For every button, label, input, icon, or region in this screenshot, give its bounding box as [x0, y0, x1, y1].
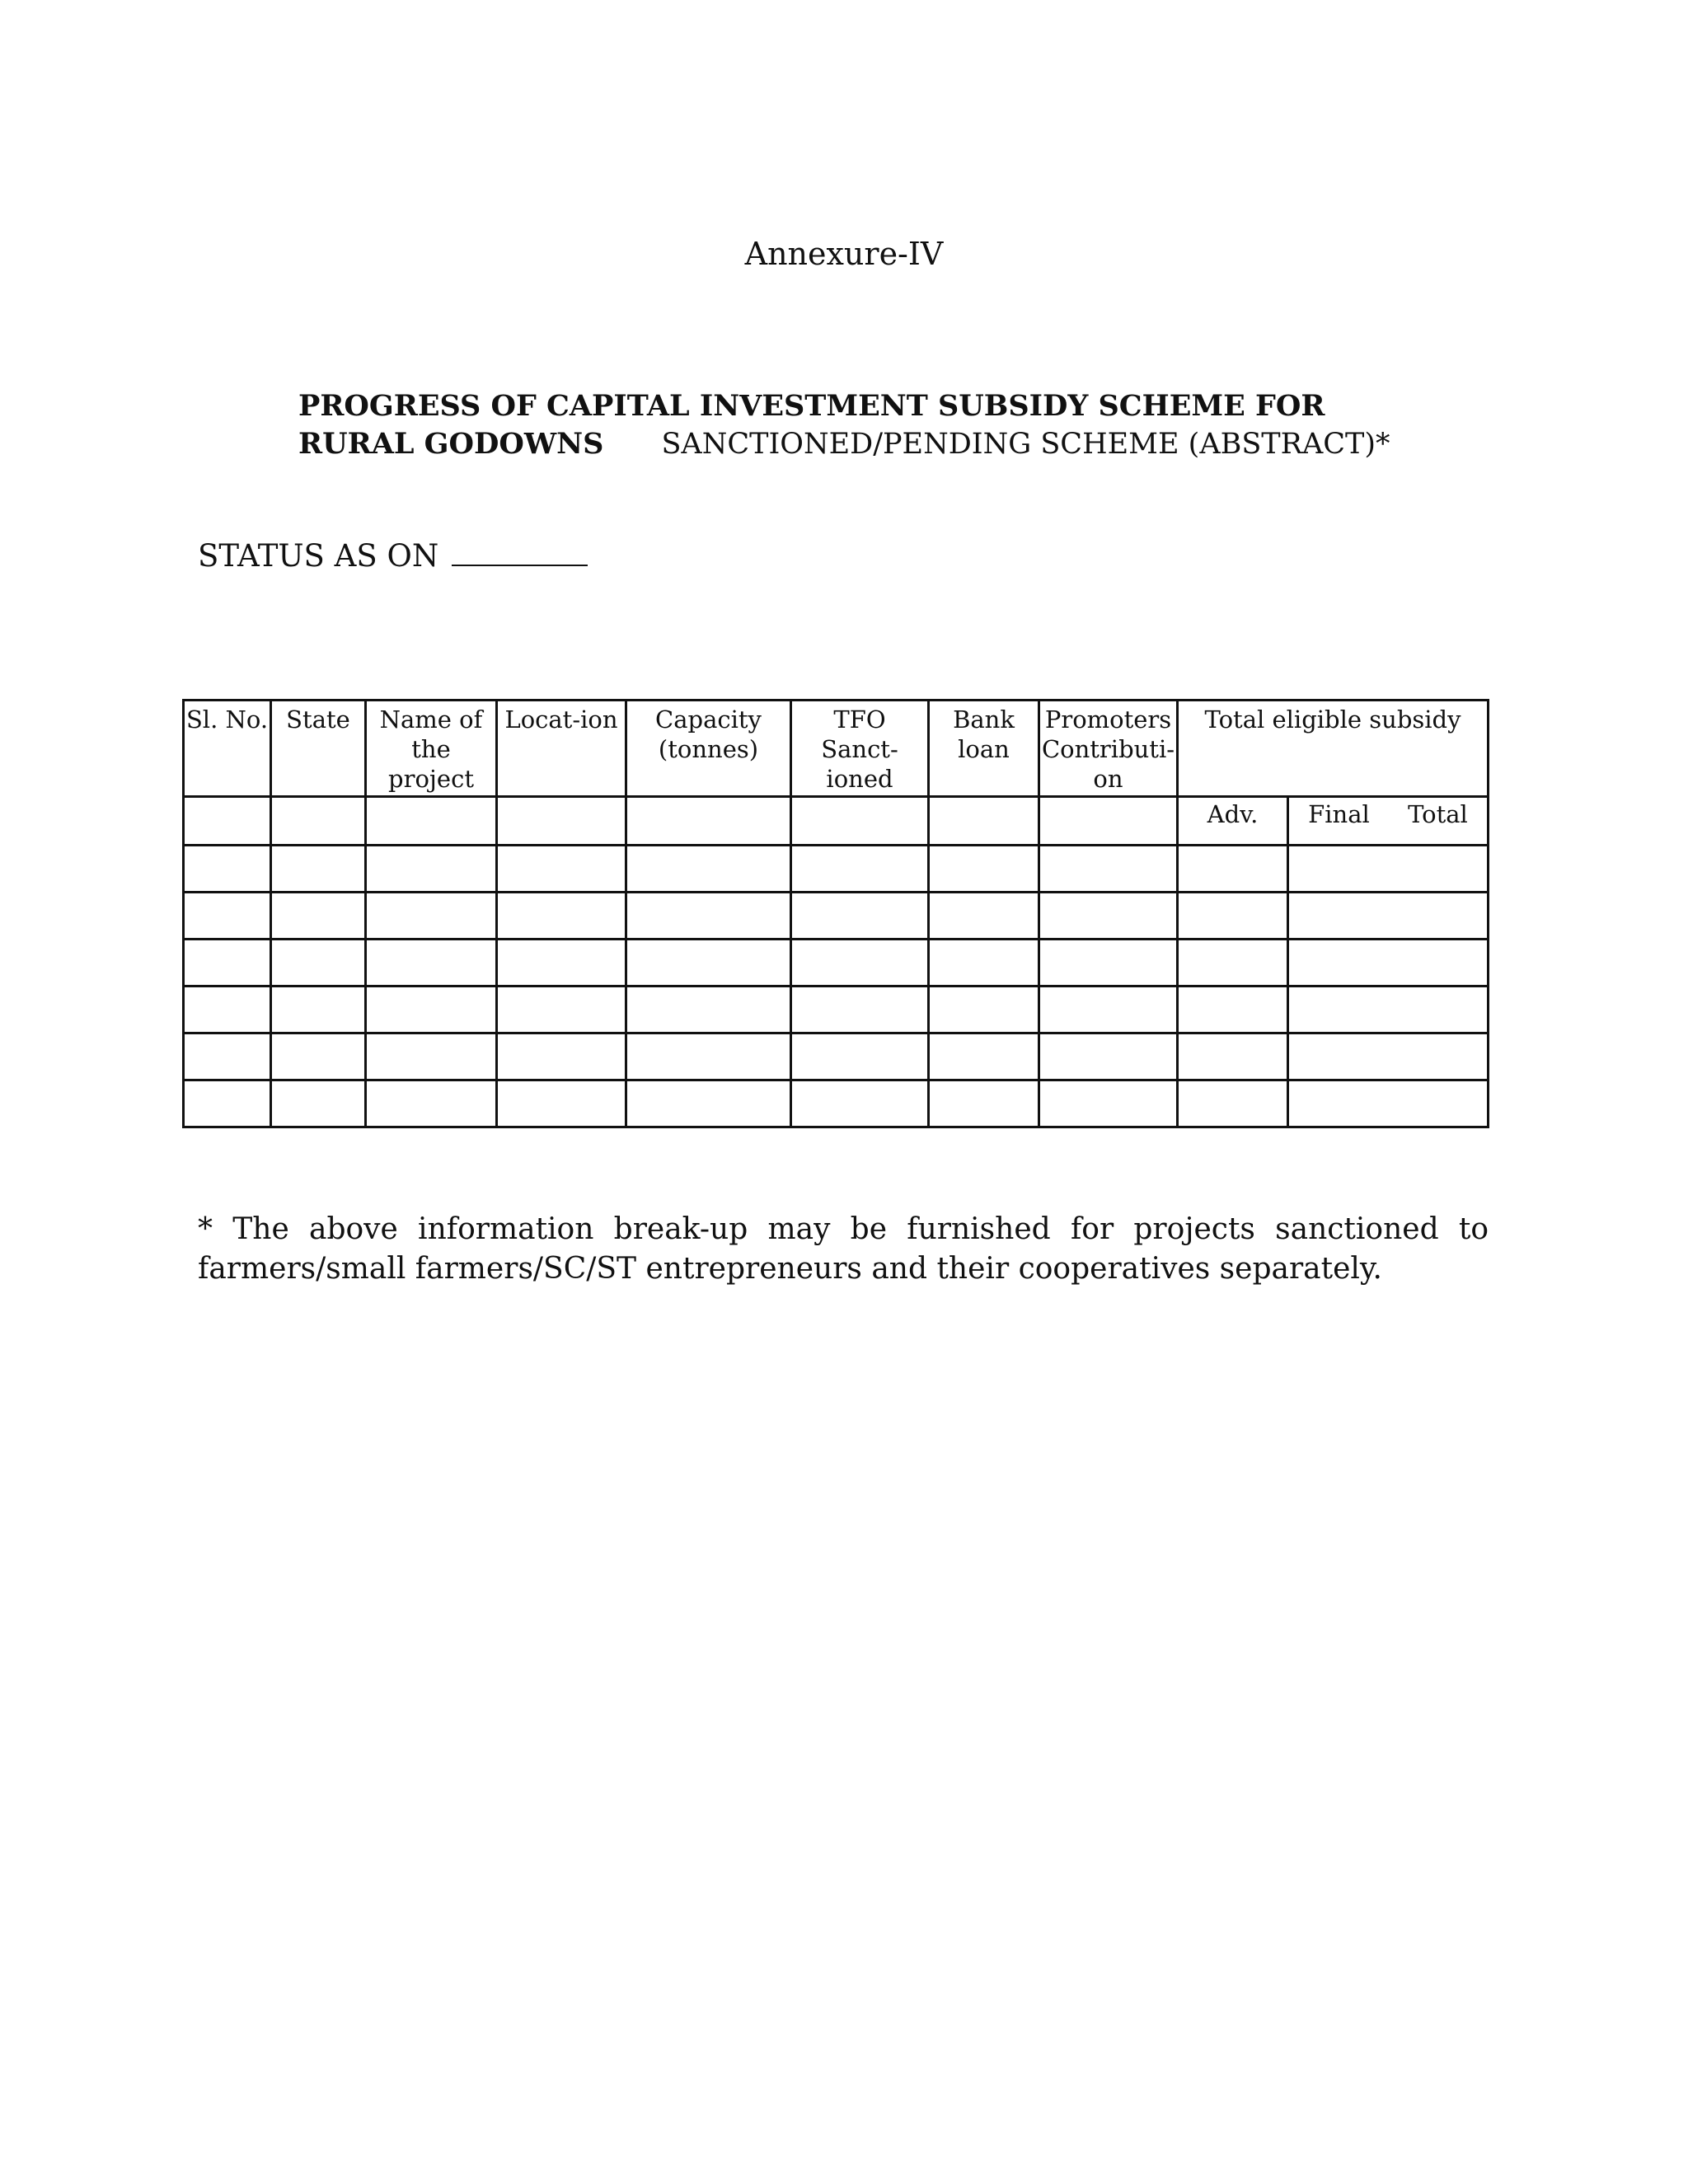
table-cell	[271, 987, 366, 1033]
table-cell	[1178, 987, 1288, 1033]
table-row	[184, 987, 1489, 1033]
progress-table	[182, 699, 1489, 1128]
table-row	[184, 846, 1489, 893]
table-cell	[791, 797, 929, 846]
table-cell	[1039, 893, 1178, 940]
table-row	[184, 1033, 1489, 1080]
table-cell	[497, 987, 626, 1033]
table-cell	[626, 987, 791, 1033]
table-cell	[1288, 987, 1489, 1033]
status-date-blank	[452, 540, 588, 566]
table-cell	[929, 893, 1039, 940]
table-cell	[1039, 1080, 1178, 1127]
table-cell	[626, 893, 791, 940]
table-cell	[366, 846, 497, 893]
table-cell	[1039, 940, 1178, 987]
table-cell	[1178, 1080, 1288, 1127]
table-cell	[626, 846, 791, 893]
table-cell	[184, 987, 271, 1033]
header-state: State	[271, 701, 366, 797]
table-row	[184, 893, 1489, 940]
table-row	[184, 940, 1489, 987]
table-cell	[366, 940, 497, 987]
header-name-of-project: Name of the project	[366, 701, 497, 797]
table-cell	[271, 893, 366, 940]
table-cell	[184, 1033, 271, 1080]
table-cell	[1288, 1080, 1489, 1127]
table-cell	[184, 940, 271, 987]
header-tfo-sanctioned: TFO Sanct-ioned	[791, 701, 929, 797]
table-cell	[184, 1080, 271, 1127]
table-cell	[497, 797, 626, 846]
status-line	[198, 538, 588, 574]
table-cell	[497, 1033, 626, 1080]
table-cell	[271, 1033, 366, 1080]
table-cell	[1039, 987, 1178, 1033]
subheader-final: Final	[1308, 800, 1370, 828]
table-cell	[1288, 893, 1489, 940]
table-cell	[366, 893, 497, 940]
table-cell	[929, 797, 1039, 846]
table-cell	[626, 940, 791, 987]
document-title	[298, 387, 1411, 463]
header-capacity: Capacity (tonnes)	[626, 701, 791, 797]
table-cell	[1178, 846, 1288, 893]
table-cell	[929, 987, 1039, 1033]
table-cell	[1039, 1033, 1178, 1080]
footnote: * The above information break-up may be furnished for projects sanctioned to farmers/small farmers/SC/ST entrepreneurs and their cooperatives separately.	[198, 1212, 1489, 1286]
table-cell	[1288, 846, 1489, 893]
table-header-row	[184, 701, 1489, 797]
status-label: STATUS AS ON	[198, 538, 439, 574]
table-cell	[497, 940, 626, 987]
table-cell	[184, 797, 271, 846]
table-cell	[1178, 893, 1288, 940]
table-cell	[497, 893, 626, 940]
table-cell	[929, 1033, 1039, 1080]
subheader-adv: Adv.	[1178, 797, 1288, 846]
table-cell	[271, 846, 366, 893]
table-cell	[184, 893, 271, 940]
table-cell	[929, 1080, 1039, 1127]
table-cell	[1288, 1033, 1489, 1080]
header-sl-no: Sl. No.	[184, 701, 271, 797]
table-cell	[626, 797, 791, 846]
table-cell	[791, 846, 929, 893]
table-cell	[1178, 1033, 1288, 1080]
table-cell	[1178, 940, 1288, 987]
table-cell	[626, 1080, 791, 1127]
subheader-final-total	[1288, 797, 1489, 846]
table-cell	[366, 987, 497, 1033]
table-cell	[791, 1080, 929, 1127]
title-bold: PROGRESS OF CAPITAL INVESTMENT SUBSIDY SCHEME FOR RURAL GODOWNS	[298, 389, 1325, 461]
header-total-eligible-subsidy: Total eligible subsidy	[1178, 701, 1489, 797]
table-cell	[366, 1080, 497, 1127]
annexure-label: Annexure-IV	[744, 236, 944, 272]
table-cell	[271, 797, 366, 846]
table-cell	[184, 846, 271, 893]
header-location: Locat-ion	[497, 701, 626, 797]
table-cell	[929, 940, 1039, 987]
table-cell	[1288, 940, 1489, 987]
table-cell	[791, 893, 929, 940]
table-cell	[366, 797, 497, 846]
header-bank-loan: Bank loan	[929, 701, 1039, 797]
table-cell	[271, 940, 366, 987]
table-cell	[626, 1033, 791, 1080]
table-cell	[271, 1080, 366, 1127]
table-subheader-row	[184, 797, 1489, 846]
table-row	[184, 1080, 1489, 1127]
header-promoters-contribution: Promoters Contributi-on	[1039, 701, 1178, 797]
table-cell	[1039, 846, 1178, 893]
table-cell	[791, 987, 929, 1033]
table-cell	[497, 846, 626, 893]
subheader-total: Total	[1408, 800, 1468, 828]
table-cell	[791, 1033, 929, 1080]
title-regular: SANCTIONED/PENDING SCHEME (ABSTRACT)*	[661, 428, 1390, 461]
table-cell	[497, 1080, 626, 1127]
table-cell	[929, 846, 1039, 893]
table-cell	[791, 940, 929, 987]
table-cell	[1039, 797, 1178, 846]
table-cell	[366, 1033, 497, 1080]
